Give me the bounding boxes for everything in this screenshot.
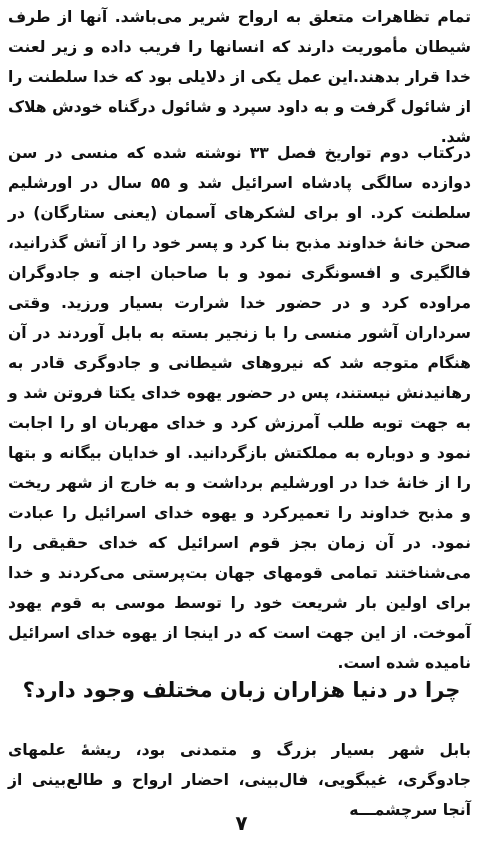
page-number: ۷ <box>235 811 248 835</box>
paragraph-manasseh <box>8 138 471 678</box>
paragraph-text: درکتاب دوم تواریخ فصل ۳۳ نوشته شده که منسی در سن دوازده سالگی پادشاه اسرائیل شد و ۵۵ سال در اورشلیم سلطنت کرد. او برای لشکرهای آسمان (یعنی ستارگان) در صحن خانۀ خداوند مذبح بنا کرد و پسر خود را از آتش گذرانید، فالگیری و افسونگری نمود و با صاحبان اجنه و جادوگران مراوده کرد و در حضور خدا شرارت بسیار ورزید. وقتی سرداران آشور منسی را با زنجیر بسته به بابل آوردند در آن هنگام متوجه شد که نیروهای شیطانی و جادوگری قادر به رهانیدنش نیستند، پس در حضور یهوه خدای یکتا فروتن شد و به جهت توبه طلب آمرزش کرد و خدای مهربان او را اجابت نمود و دوباره به مملکتش بازگردانید. او خدایان بیگانه و بتها را از خانۀ خدا در اورشلیم برداشت و به خارج از شهر ریخت و مذبح خداوند را تعمیرکرد و یهوه خدای اسرائیل را عبادت نمود. در آن زمان بجز قوم اسرائیل که خدای حقیقی را می‌شناختند تمامی قومهای جهان بت‌پرستی می‌کردند و خدا برای اولین بار شریعت خود را توسط موسی به قوم یهود آموخت. از این جهت است که در اینجا از یهوه خدای اسرائیل نامیده شده است. <box>8 144 472 672</box>
section-heading: چرا در دنیا هزاران زبان مختلف وجود دارد؟ <box>22 678 461 702</box>
paragraph-text: تمام تظاهرات متعلق به ارواح شریر می‌باشد. آنها از طرف شیطان مأموریت دارند که انسانها را فریب داده و زیر لعنت خدا قرار بدهند.این عمل یکی از دلایلی بود که خدا سلطنت را از شائول گرفت و به داود سپرد و شائول درگناه خودش هلاک شد. <box>8 8 471 146</box>
paragraph-text: بابل شهر بسیار بزرگ و متمدنی بود، ریشۀ علمهای جادوگری، غیبگویی، فال‌بینی، احضار ارواح و طالع‌بینی از آنجا سرچشمـــه <box>8 741 471 819</box>
paragraph-spirits <box>8 2 471 152</box>
